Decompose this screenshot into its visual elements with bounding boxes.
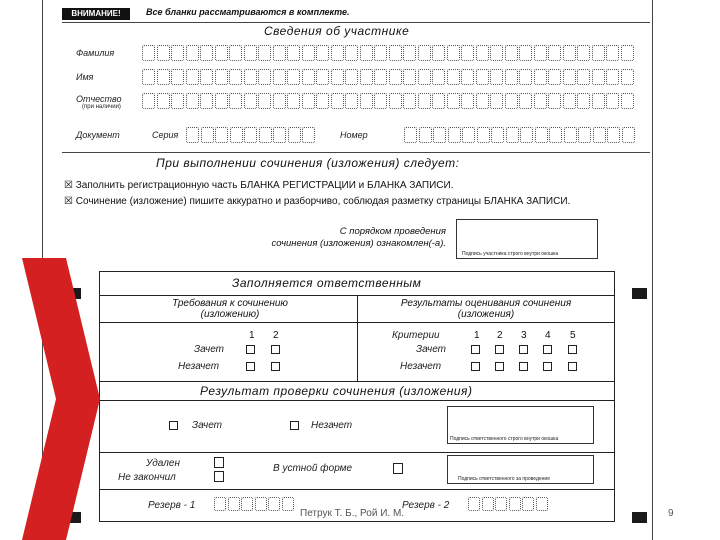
reserve-1-field[interactable] xyxy=(214,497,294,511)
instruction-item-2 xyxy=(64,196,570,207)
criteria-number: 4 xyxy=(545,330,551,341)
input-cell[interactable] xyxy=(447,69,460,85)
input-cell[interactable] xyxy=(462,127,475,143)
input-cell[interactable] xyxy=(244,127,257,143)
criteria-fail-checkbox-3[interactable] xyxy=(519,362,528,371)
surname-field[interactable] xyxy=(142,45,634,61)
input-cell[interactable] xyxy=(171,69,184,85)
notice-text: Все бланки рассматриваются в комплекте. xyxy=(146,7,350,17)
input-cell[interactable] xyxy=(592,93,605,109)
results-title: Результаты оценивания сочинения (изложения) xyxy=(400,298,572,320)
input-cell[interactable] xyxy=(157,45,170,61)
input-cell[interactable] xyxy=(230,127,243,143)
divider xyxy=(100,322,614,323)
input-cell[interactable] xyxy=(331,69,344,85)
input-cell[interactable] xyxy=(215,127,228,143)
patronymic-field[interactable] xyxy=(142,93,634,109)
input-cell[interactable] xyxy=(229,45,242,61)
procedure-line-1: С порядком проведения xyxy=(339,226,446,237)
alignment-marker xyxy=(632,288,647,299)
input-cell[interactable] xyxy=(432,69,445,85)
input-cell[interactable] xyxy=(302,45,315,61)
page-right-border xyxy=(652,0,653,540)
not-finished-checkbox[interactable] xyxy=(214,471,224,482)
oral-form-checkbox[interactable] xyxy=(393,463,403,474)
input-cell[interactable] xyxy=(447,45,460,61)
surname-label: Фамилия xyxy=(76,48,115,58)
input-cell[interactable] xyxy=(520,127,533,143)
input-cell[interactable] xyxy=(157,69,170,85)
input-cell[interactable] xyxy=(592,45,605,61)
input-cell[interactable] xyxy=(374,93,387,109)
input-cell[interactable] xyxy=(142,69,155,85)
criteria-pass-label: Зачет xyxy=(416,344,446,355)
criteria-pass-checkbox-4[interactable] xyxy=(543,345,552,354)
criteria-fail-checkbox-2[interactable] xyxy=(495,362,504,371)
second-signature-caption: Подпись ответственного за проведение xyxy=(458,476,550,482)
criteria-fail-label: Незачет xyxy=(400,361,442,372)
input-cell[interactable] xyxy=(461,45,474,61)
input-cell[interactable] xyxy=(495,497,507,511)
name-label: Имя xyxy=(76,72,94,82)
input-cell[interactable] xyxy=(186,45,199,61)
input-cell[interactable] xyxy=(534,93,547,109)
instruction-item-2-text: Сочинение (изложение) пишите аккуратно и разборчиво, соблюдая разметку страницы БЛАНКА ЗАПИСИ. xyxy=(75,196,571,207)
reserve-2-field[interactable] xyxy=(468,497,548,511)
input-cell[interactable] xyxy=(432,93,445,109)
input-cell[interactable] xyxy=(302,69,315,85)
footer-author: Петрук Т. Б., Рой И. М. xyxy=(300,508,405,519)
participant-signature-caption: Подпись участника строго внутри окошка xyxy=(462,251,559,257)
input-cell[interactable] xyxy=(419,127,432,143)
input-cell[interactable] xyxy=(509,497,521,511)
input-cell[interactable] xyxy=(563,45,576,61)
input-cell[interactable] xyxy=(490,93,503,109)
input-cell[interactable] xyxy=(302,127,315,143)
input-cell[interactable] xyxy=(258,93,271,109)
responsible-signature-caption: Подпись ответственного строго внутри окошка xyxy=(450,436,559,442)
input-cell[interactable] xyxy=(273,45,286,61)
notice-label: ВНИМАНИЕ! xyxy=(62,8,130,20)
input-cell[interactable] xyxy=(476,69,489,85)
input-cell[interactable] xyxy=(389,69,402,85)
input-cell[interactable] xyxy=(418,69,431,85)
input-cell[interactable] xyxy=(316,69,329,85)
series-field[interactable] xyxy=(186,127,315,143)
input-cell[interactable] xyxy=(621,45,634,61)
input-cell[interactable] xyxy=(345,93,358,109)
req-1-pass-checkbox[interactable] xyxy=(246,345,255,354)
check-fail-label: Незачет xyxy=(311,420,353,431)
input-cell[interactable] xyxy=(490,45,503,61)
requirements-title: Требования к сочинению (изложению) xyxy=(172,298,288,320)
check-pass-label: Зачет xyxy=(192,420,222,431)
divider xyxy=(100,489,614,490)
number-field[interactable] xyxy=(404,127,635,143)
input-cell[interactable] xyxy=(563,69,576,85)
input-cell[interactable] xyxy=(316,45,329,61)
input-cell[interactable] xyxy=(258,45,271,61)
input-cell[interactable] xyxy=(201,127,214,143)
participant-title: Сведения об участнике xyxy=(264,24,410,38)
input-cell[interactable] xyxy=(171,93,184,109)
input-cell[interactable] xyxy=(534,69,547,85)
divider xyxy=(62,22,650,23)
patronymic-label: Отчество xyxy=(76,94,122,104)
input-cell[interactable] xyxy=(536,497,548,511)
instruction-item-1-text: Заполнить регистрационную часть БЛАНКА РЕГИСТРАЦИИ и БЛАНКА ЗАПИСИ. xyxy=(75,180,454,191)
instruction-item-1 xyxy=(64,180,453,191)
input-cell[interactable] xyxy=(374,45,387,61)
criteria-number: 3 xyxy=(521,330,527,341)
name-field[interactable] xyxy=(142,69,634,85)
input-cell[interactable] xyxy=(228,497,240,511)
req-number-2: 2 xyxy=(273,330,279,341)
input-cell[interactable] xyxy=(622,127,635,143)
input-cell[interactable] xyxy=(606,93,619,109)
input-cell[interactable] xyxy=(215,93,228,109)
input-cell[interactable] xyxy=(345,45,358,61)
input-cell[interactable] xyxy=(302,93,315,109)
input-cell[interactable] xyxy=(215,45,228,61)
column-divider xyxy=(357,295,358,381)
input-cell[interactable] xyxy=(606,69,619,85)
input-cell[interactable] xyxy=(360,93,373,109)
input-cell[interactable] xyxy=(229,69,242,85)
checked-box-icon: ☒ xyxy=(64,180,73,191)
input-cell[interactable] xyxy=(418,45,431,61)
input-cell[interactable] xyxy=(505,93,518,109)
input-cell[interactable] xyxy=(142,93,155,109)
input-cell[interactable] xyxy=(244,93,257,109)
input-cell[interactable] xyxy=(447,93,460,109)
input-cell[interactable] xyxy=(461,93,474,109)
input-cell[interactable] xyxy=(273,127,286,143)
footer-page-number: 9 xyxy=(668,508,674,519)
procedure-text xyxy=(250,226,446,250)
input-cell[interactable] xyxy=(259,127,272,143)
input-cell[interactable] xyxy=(200,45,213,61)
input-cell[interactable] xyxy=(282,497,294,511)
input-cell[interactable] xyxy=(273,69,286,85)
removed-checkbox[interactable] xyxy=(214,457,224,468)
input-cell[interactable] xyxy=(519,69,532,85)
input-cell[interactable] xyxy=(506,127,519,143)
input-cell[interactable] xyxy=(505,45,518,61)
input-cell[interactable] xyxy=(548,45,561,61)
input-cell[interactable] xyxy=(432,45,445,61)
input-cell[interactable] xyxy=(316,93,329,109)
oral-form-label: В устной форме xyxy=(273,463,353,474)
input-cell[interactable] xyxy=(519,93,532,109)
criteria-number: 1 xyxy=(474,330,480,341)
input-cell[interactable] xyxy=(403,93,416,109)
divider xyxy=(100,400,614,401)
input-cell[interactable] xyxy=(577,93,590,109)
input-cell[interactable] xyxy=(534,45,547,61)
input-cell[interactable] xyxy=(374,69,387,85)
input-cell[interactable] xyxy=(142,45,155,61)
criteria-fail-checkbox-1[interactable] xyxy=(471,362,480,371)
input-cell[interactable] xyxy=(360,69,373,85)
input-cell[interactable] xyxy=(186,93,199,109)
req-2-fail-checkbox[interactable] xyxy=(271,362,280,371)
divider xyxy=(100,452,614,453)
input-cell[interactable] xyxy=(433,127,446,143)
criteria-number: 2 xyxy=(497,330,503,341)
input-cell[interactable] xyxy=(331,45,344,61)
chevron-arrow-icon xyxy=(22,258,104,540)
instructions-title: При выполнении сочинения (изложения) следует: xyxy=(156,156,460,170)
document-label: Документ xyxy=(76,130,120,140)
reserve-1-label: Резерв - 1 xyxy=(148,500,196,511)
req-fail-label: Незачет xyxy=(178,361,220,372)
input-cell[interactable] xyxy=(593,127,606,143)
req-number-1: 1 xyxy=(249,330,255,341)
alignment-marker xyxy=(632,512,647,523)
input-cell[interactable] xyxy=(268,497,280,511)
criteria-pass-checkbox-1[interactable] xyxy=(471,345,480,354)
input-cell[interactable] xyxy=(476,45,489,61)
input-cell[interactable] xyxy=(273,93,286,109)
req-pass-label: Зачет xyxy=(194,344,224,355)
input-cell[interactable] xyxy=(200,93,213,109)
check-fail-checkbox[interactable] xyxy=(290,421,299,430)
input-cell[interactable] xyxy=(505,69,518,85)
reserve-2-label: Резерв - 2 xyxy=(402,500,450,511)
input-cell[interactable] xyxy=(477,127,490,143)
input-cell[interactable] xyxy=(171,45,184,61)
input-cell[interactable] xyxy=(345,69,358,85)
input-cell[interactable] xyxy=(535,127,548,143)
input-cell[interactable] xyxy=(482,497,494,511)
input-cell[interactable] xyxy=(331,93,344,109)
input-cell[interactable] xyxy=(607,127,620,143)
input-cell[interactable] xyxy=(549,127,562,143)
input-cell[interactable] xyxy=(404,127,417,143)
input-cell[interactable] xyxy=(563,93,576,109)
input-cell[interactable] xyxy=(448,127,461,143)
check-result-title: Результат проверки сочинения (изложения) xyxy=(200,384,473,398)
input-cell[interactable] xyxy=(157,93,170,109)
criteria-number: 5 xyxy=(570,330,576,341)
input-cell[interactable] xyxy=(360,45,373,61)
input-cell[interactable] xyxy=(288,127,301,143)
input-cell[interactable] xyxy=(287,69,300,85)
input-cell[interactable] xyxy=(255,497,267,511)
input-cell[interactable] xyxy=(403,69,416,85)
req-2-pass-checkbox[interactable] xyxy=(271,345,280,354)
criteria-pass-checkbox-3[interactable] xyxy=(519,345,528,354)
req-1-fail-checkbox[interactable] xyxy=(246,362,255,371)
check-pass-checkbox[interactable] xyxy=(169,421,178,430)
divider xyxy=(100,381,614,382)
input-cell[interactable] xyxy=(490,69,503,85)
input-cell[interactable] xyxy=(244,45,257,61)
input-cell[interactable] xyxy=(577,45,590,61)
input-cell[interactable] xyxy=(578,127,591,143)
patronymic-note: (при наличии) xyxy=(82,104,121,110)
input-cell[interactable] xyxy=(215,69,228,85)
criteria-pass-checkbox-2[interactable] xyxy=(495,345,504,354)
input-cell[interactable] xyxy=(186,69,199,85)
input-cell[interactable] xyxy=(522,497,534,511)
input-cell[interactable] xyxy=(548,69,561,85)
input-cell[interactable] xyxy=(564,127,577,143)
criteria-fail-checkbox-4[interactable] xyxy=(543,362,552,371)
procedure-line-2: сочинения (изложения) ознакомлен(-а). xyxy=(271,238,446,249)
criteria-pass-checkbox-5[interactable] xyxy=(568,345,577,354)
checked-box-icon: ☒ xyxy=(64,196,73,207)
criteria-label: Критерии xyxy=(392,330,440,341)
input-cell[interactable] xyxy=(491,127,504,143)
input-cell[interactable] xyxy=(621,93,634,109)
input-cell[interactable] xyxy=(519,45,532,61)
input-cell[interactable] xyxy=(258,69,271,85)
input-cell[interactable] xyxy=(461,69,474,85)
input-cell[interactable] xyxy=(476,93,489,109)
input-cell[interactable] xyxy=(287,93,300,109)
divider xyxy=(62,152,650,153)
removed-label: Удален xyxy=(146,458,180,469)
input-cell[interactable] xyxy=(186,127,199,143)
input-cell[interactable] xyxy=(214,497,226,511)
input-cell[interactable] xyxy=(418,93,431,109)
input-cell[interactable] xyxy=(287,45,300,61)
input-cell[interactable] xyxy=(468,497,480,511)
input-cell[interactable] xyxy=(548,93,561,109)
responsible-title: Заполняется ответственным xyxy=(232,276,422,290)
number-label: Номер xyxy=(340,130,368,140)
input-cell[interactable] xyxy=(389,93,402,109)
input-cell[interactable] xyxy=(621,69,634,85)
input-cell[interactable] xyxy=(592,69,605,85)
input-cell[interactable] xyxy=(200,69,213,85)
input-cell[interactable] xyxy=(606,45,619,61)
series-label: Серия xyxy=(152,130,179,140)
input-cell[interactable] xyxy=(389,45,402,61)
input-cell[interactable] xyxy=(244,69,257,85)
input-cell[interactable] xyxy=(229,93,242,109)
input-cell[interactable] xyxy=(403,45,416,61)
input-cell[interactable] xyxy=(577,69,590,85)
not-finished-label: Не закончил xyxy=(118,472,176,483)
criteria-fail-checkbox-5[interactable] xyxy=(568,362,577,371)
input-cell[interactable] xyxy=(241,497,253,511)
